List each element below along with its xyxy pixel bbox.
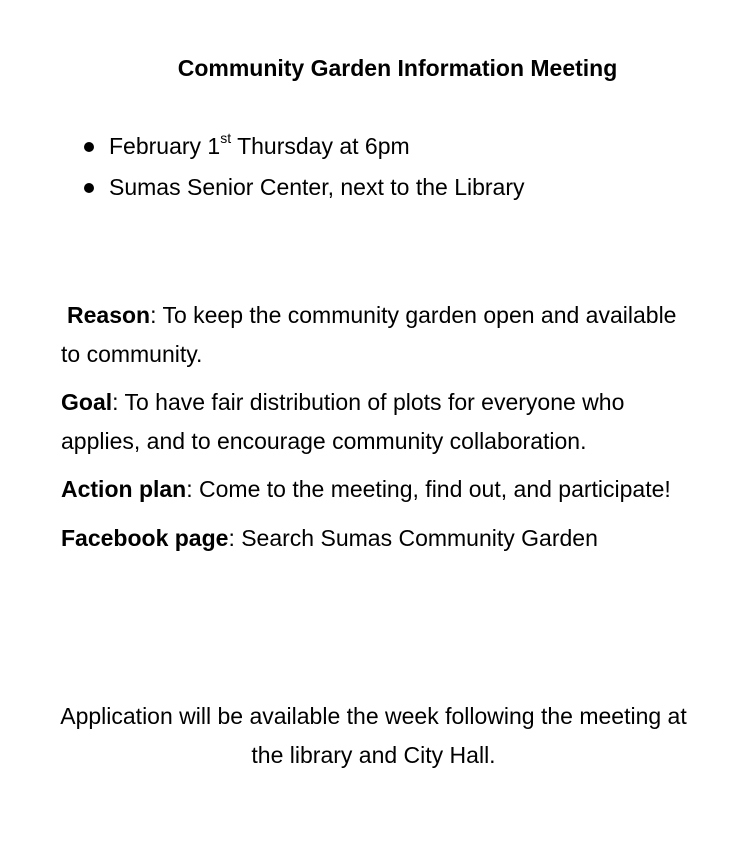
meeting-location: Sumas Senior Center, next to the Library	[109, 174, 525, 200]
facebook-label: Facebook page	[61, 524, 229, 551]
bullet-icon	[84, 142, 94, 152]
list-item-location	[84, 169, 525, 210]
reason-text: : To keep the community garden open and available to community.	[61, 302, 677, 367]
action-plan-text: : Come to the meeting, find out, and participate!	[186, 476, 671, 502]
meeting-details-list	[84, 128, 525, 210]
goal-paragraph	[61, 383, 691, 460]
info-sections	[61, 296, 691, 567]
action-plan-label: Action plan	[61, 476, 187, 502]
reason-label: Reason	[67, 302, 151, 328]
meeting-date	[109, 130, 410, 159]
ordinal-suffix: st	[220, 130, 232, 147]
application-note: Application will be available the week following the meeting at the library and City Hall.	[60, 703, 687, 768]
facebook-paragraph	[61, 519, 691, 558]
page-title: Community Garden Information Meeting	[177, 55, 618, 81]
reason-paragraph	[61, 296, 691, 373]
facebook-text: : Search Sumas Community Garden	[228, 524, 598, 551]
meeting-day-time: Thursday at 6pm	[231, 133, 410, 159]
action-plan-paragraph	[61, 470, 691, 509]
meeting-date-text: February 1	[109, 133, 221, 159]
goal-label: Goal	[61, 389, 113, 415]
goal-text: : To have fair distribution of plots for everyone who applies, and to encourage community collaboration.	[61, 389, 625, 454]
bullet-icon	[84, 183, 94, 193]
list-item-date	[84, 128, 525, 169]
